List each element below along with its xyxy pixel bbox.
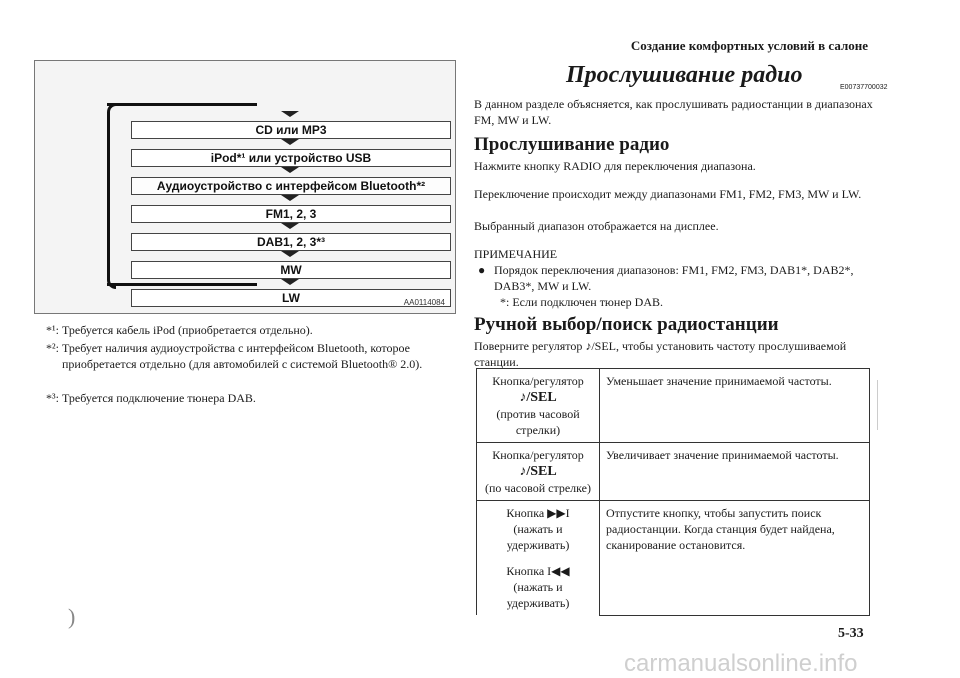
- note-bullet: [478, 262, 880, 294]
- section-code: E00737700032: [840, 84, 888, 91]
- knob-label: ♪/SEL: [519, 390, 557, 405]
- listen-p1: Нажмите кнопку RADIO для переключения диапазона.: [474, 159, 756, 173]
- footnote-text: Требуется кабель iPod (приобретается отдельно).: [62, 323, 313, 337]
- mode-lw: LW: [131, 289, 451, 307]
- control-line: Кнопка ▶▶I: [506, 506, 570, 520]
- section-title: Прослушивание радио: [566, 62, 803, 88]
- margin-rule: [877, 380, 878, 430]
- note-bullet-text: Порядок переключения диапазонов: FM1, FM2, FM3, DAB1*, DAB2*, DAB3*, MW и LW.: [494, 263, 854, 293]
- desc-cell: Уменьшает значение принимаемой частоты.: [600, 369, 870, 443]
- cycle-loop-bottom: [107, 283, 257, 286]
- note-label: ПРИМЕЧАНИЕ: [474, 247, 558, 261]
- listen-heading: Прослушивание радио: [474, 134, 670, 155]
- cycle-loop-line: [107, 103, 116, 289]
- band-cycle-figure: [34, 60, 456, 314]
- footnote-mark: *¹:: [46, 323, 59, 337]
- control-line: Кнопка/регулятор: [492, 374, 584, 388]
- control-line: стрелки): [515, 423, 561, 437]
- mode-dab: DAB1, 2, 3*³: [131, 233, 451, 251]
- control-line: Кнопка I◀◀: [506, 564, 570, 578]
- page-header: Создание комфортных условий в салоне: [630, 38, 868, 53]
- table-row: [477, 501, 870, 616]
- section-intro: В данном разделе объясняется, как прослушивать радиостанции в диапазонах FM, MW и LW.: [474, 97, 873, 127]
- mode-fm: FM1, 2, 3: [131, 205, 451, 223]
- control-line: удерживать): [506, 538, 570, 552]
- figure-code: AA0114084: [403, 298, 445, 307]
- control-line: (против часовой: [496, 407, 580, 421]
- mode-ipod-usb: iPod*¹ или устройство USB: [131, 149, 451, 167]
- arrow-down-icon: [281, 251, 299, 257]
- manual-p1: Поверните регулятор ♪/SEL, чтобы установить частоту прослушиваемой станции.: [474, 339, 847, 369]
- mode-mw: MW: [131, 261, 451, 279]
- knob-label: ♪/SEL: [519, 464, 557, 479]
- desc-cell: Увеличивает значение принимаемой частоты.: [600, 443, 870, 501]
- controls-table: [476, 368, 870, 616]
- arrow-down-icon: [281, 167, 299, 173]
- arrow-down-icon: [281, 279, 299, 285]
- desc-cell: Отпустите кнопку, чтобы запустить поиск радиостанции. Когда станция будет найдена, сканирование остановится.: [600, 501, 870, 616]
- control-cell: [477, 443, 600, 501]
- page-number: 5-33: [838, 626, 864, 641]
- control-line: (нажать и: [513, 580, 563, 594]
- mode-cd-mp3: CD или MP3: [131, 121, 451, 139]
- footnote-text: Требуется подключение тюнера DAB.: [62, 391, 256, 405]
- footnote-3: [46, 390, 442, 406]
- control-line: удерживать): [506, 596, 570, 610]
- arrow-down-icon: [281, 195, 299, 201]
- mode-bluetooth: Аудиоустройство с интерфейсом Bluetooth*²: [131, 177, 451, 195]
- footnote-mark: *³:: [46, 391, 59, 405]
- watermark: carmanualsonline.info: [624, 650, 858, 677]
- manual-heading: Ручной выбор/поиск радиостанции: [474, 314, 779, 335]
- bullet-icon: ●: [478, 263, 486, 277]
- footnote-2: [46, 340, 442, 372]
- listen-p3: Выбранный диапазон отображается на дисплее.: [474, 219, 719, 233]
- footnote-1: [46, 322, 442, 338]
- cycle-loop-top: [107, 103, 257, 106]
- table-row: [477, 369, 870, 443]
- faded-background-text: [123, 71, 128, 92]
- arrow-down-icon: [281, 223, 299, 229]
- control-line: (нажать и: [513, 522, 563, 536]
- control-cell: [477, 369, 600, 443]
- control-line: Кнопка/регулятор: [492, 448, 584, 462]
- arrow-down-icon: [281, 139, 299, 145]
- note-foot: *: Если подключен тюнер DAB.: [500, 295, 663, 309]
- control-line: (по часовой стрелке): [485, 481, 591, 495]
- control-cell: [477, 501, 600, 616]
- footnote-mark: *²:: [46, 341, 59, 355]
- table-row: [477, 443, 870, 501]
- margin-mark: ): [68, 604, 76, 629]
- footnote-text: Требует наличия аудиоустройства с интерфейсом Bluetooth, которое приобретается отдельно (для автомобилей с системой Bluetooth® 2.0).: [62, 341, 423, 371]
- arrow-down-icon: [281, 111, 299, 117]
- listen-p2: Переключение происходит между диапазонами FM1, FM2, FM3, MW и LW.: [474, 187, 862, 201]
